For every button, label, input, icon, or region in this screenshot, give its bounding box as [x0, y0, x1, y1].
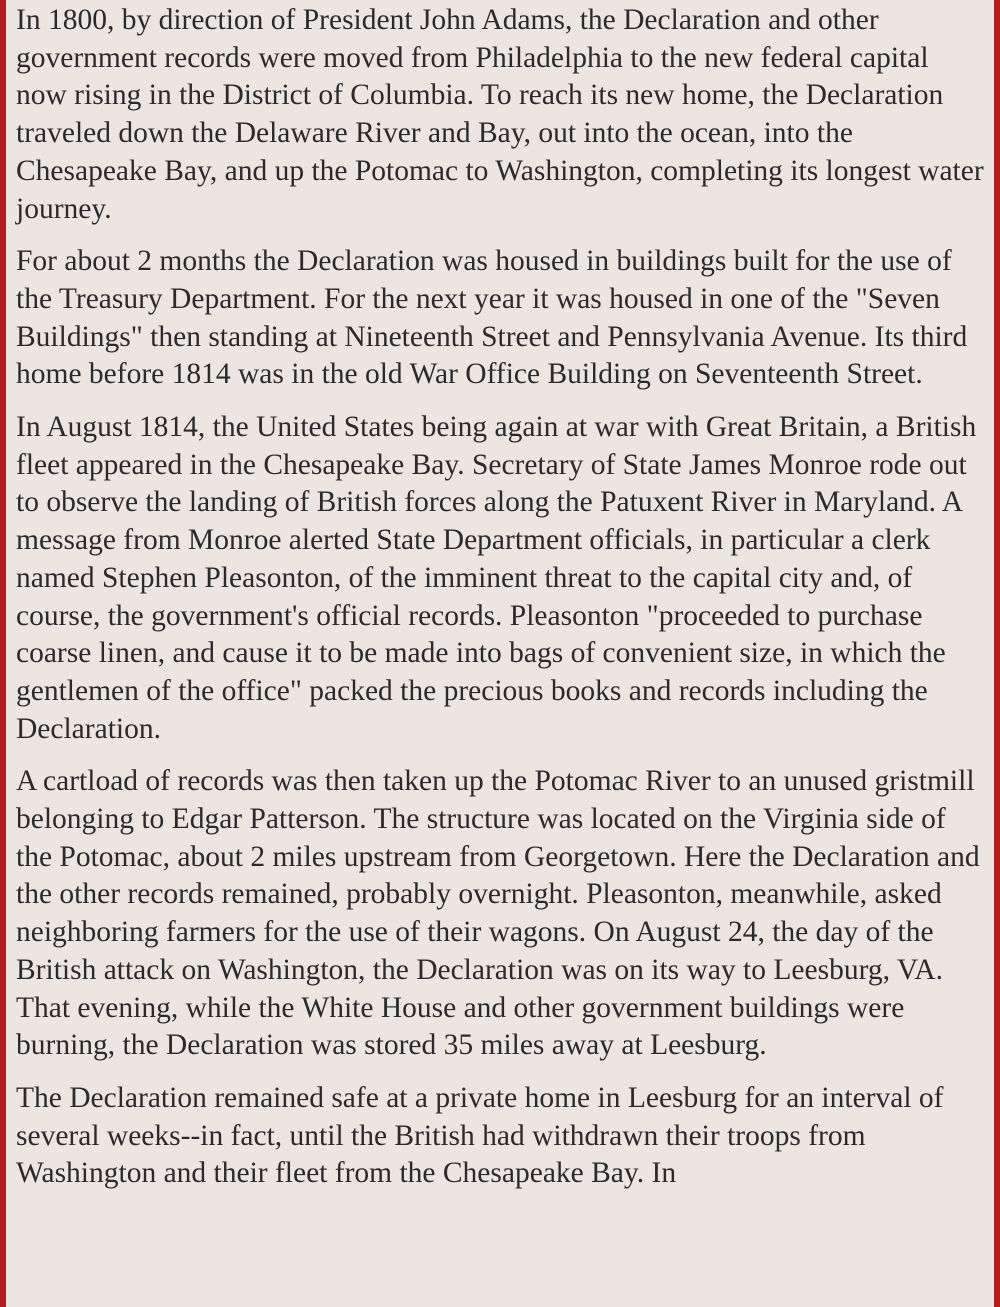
paragraph-safe-in-leesburg: The Declaration remained safe at a private home in Leesburg for an interval of several weeks--in fact, until the British had withdrawn their troops from Washington and their fleet from the Chesapeake Bay. In [16, 1081, 944, 1190]
paragraph-1800-move: In 1800, by direction of President John Adams, the Declaration and other government records were moved from Philadelphia to the new federal capital now rising in the District of Columbia. To reach its new home, the Declaration traveled down the Delaware River and Bay, out into the ocean, into the Chesapeake Bay, and up the Potomac to Washington, completing its longest water journey. [16, 4, 984, 225]
paragraph-1814-threat: In August 1814, the United States being again at war with Great Britain, a British fleet appeared in the Chesapeake Bay. Secretary of State James Monroe rode out to observe the landing of British forces along the Patuxent River in Maryland. A message from Monroe alerted State Department officials, in particular a clerk named Stephen Pleasonton, of the imminent threat to the capital city and, of course, the government's official records. Pleasonton "proceeded to purchase coarse linen, and cause it to be made into bags of convenient size, in which the gentlemen of the office" packed the precious books and records including the Declaration. [16, 411, 977, 745]
paragraph-gristmill-leesburg: A cartload of records was then taken up the Potomac River to an unused gristmill belonging to Edgar Patterson. The structure was located on the Virginia side of the Potomac, about 2 miles upstream from Georgetown. Here the Declaration and the other records remained, probably overnight. Pleasonton, meanwhile, asked neighboring farmers for the use of their wagons. On August 24, the day of the British attack on Washington, the Declaration was on its way to Leesburg, VA. That evening, while the White House and other government buildings were burning, the Declaration was stored 35 miles away at Leesburg. [16, 765, 980, 1062]
paragraph-early-housing: For about 2 months the Declaration was housed in buildings built for the use of the Treasury Department. For the next year it was housed in one of the "Seven Buildings" then standing at Nineteenth Street and Pennsylvania Avenue. Its third home before 1814 was in the old War Office Building on Seventeenth Street. [16, 245, 968, 391]
article-body [6, 0, 994, 1193]
